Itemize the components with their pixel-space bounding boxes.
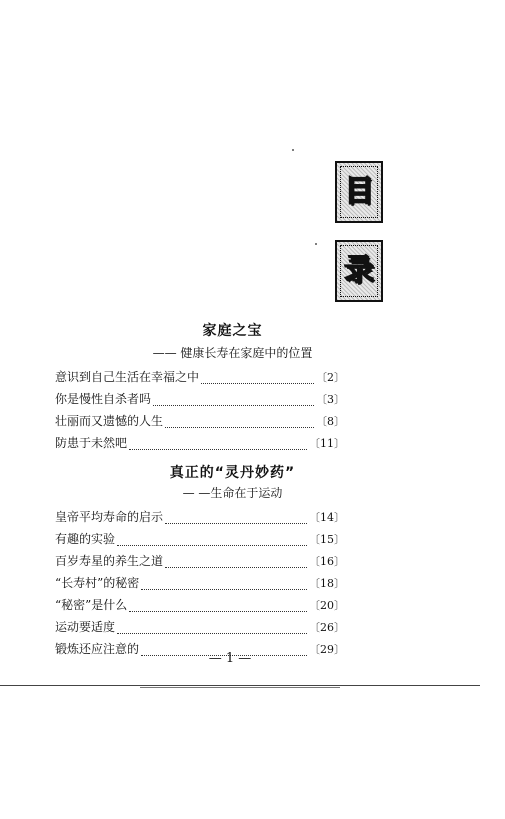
entry-page: 〔15〕	[309, 533, 345, 546]
entry-page: 〔18〕	[309, 577, 345, 590]
entry-title: 你是慢性自杀者吗	[55, 392, 152, 406]
toc-entry[interactable]	[55, 434, 345, 456]
entry-page: 〔3〕	[316, 393, 345, 406]
entry-title: 锻炼还应注意的	[55, 642, 140, 656]
entry-page: 〔16〕	[309, 555, 345, 568]
entry-title: “长寿村”的秘密	[55, 576, 140, 590]
entry-title: 防患于未然吧	[55, 436, 128, 450]
toc-entry[interactable]	[55, 368, 345, 390]
entry-title: 百岁寿星的养生之道	[55, 554, 164, 568]
entry-page: 〔29〕	[309, 643, 345, 656]
leader-dots	[165, 419, 314, 428]
toc-title-char-1: 目	[344, 174, 374, 209]
toc-entry[interactable]	[55, 552, 345, 574]
section-1-subtitle: —— 健康长寿在家庭中的位置	[152, 346, 313, 360]
leader-dots	[201, 375, 314, 384]
section-1-title: 家庭之宝	[202, 323, 263, 339]
entry-title: 运动要适度	[55, 620, 116, 634]
entry-page: 〔26〕	[309, 621, 345, 634]
entry-page: 〔11〕	[309, 437, 345, 450]
toc-entry[interactable]	[55, 412, 345, 434]
section-2-title: 真正的“灵丹妙药”	[169, 465, 296, 481]
toc-entry[interactable]	[55, 574, 345, 596]
leader-dots	[153, 397, 314, 406]
leader-dots	[165, 515, 307, 524]
toc-entry[interactable]	[55, 530, 345, 552]
toc-title-box-1	[335, 161, 383, 223]
entry-title: 壮丽而又遗憾的人生	[55, 414, 164, 428]
entry-page: 〔14〕	[309, 511, 345, 524]
section-2-subtitle: — —生命在于运动	[182, 486, 283, 500]
entry-title: 皇帝平均寿命的启示	[55, 510, 164, 524]
leader-dots	[129, 441, 307, 450]
entry-title: “秘密”是什么	[55, 598, 128, 612]
leader-dots	[117, 537, 307, 546]
leader-dots	[141, 581, 307, 590]
page-number: — 1 —	[208, 651, 252, 666]
toc-title-box-2	[335, 240, 383, 302]
section-2-entries	[55, 508, 345, 662]
leader-dots	[117, 625, 307, 634]
toc-entry[interactable]	[55, 390, 345, 412]
section-1-entries	[55, 368, 345, 456]
entry-page: 〔8〕	[316, 415, 345, 428]
toc-entry[interactable]	[55, 508, 345, 530]
page-edge-line	[0, 685, 480, 686]
leader-dots	[129, 603, 307, 612]
toc-title-char-2: 录	[344, 253, 374, 288]
leader-dots	[165, 559, 307, 568]
entry-page: 〔20〕	[309, 599, 345, 612]
entry-page: 〔2〕	[316, 371, 345, 384]
scan-speck	[292, 149, 294, 151]
entry-title: 有趣的实验	[55, 532, 116, 546]
entry-title: 意识到自己生活在幸福之中	[55, 370, 200, 384]
toc-entry[interactable]	[55, 596, 345, 618]
toc-entry[interactable]	[55, 618, 345, 640]
scan-speck	[315, 243, 317, 245]
page-edge-line-shadow	[140, 687, 340, 688]
